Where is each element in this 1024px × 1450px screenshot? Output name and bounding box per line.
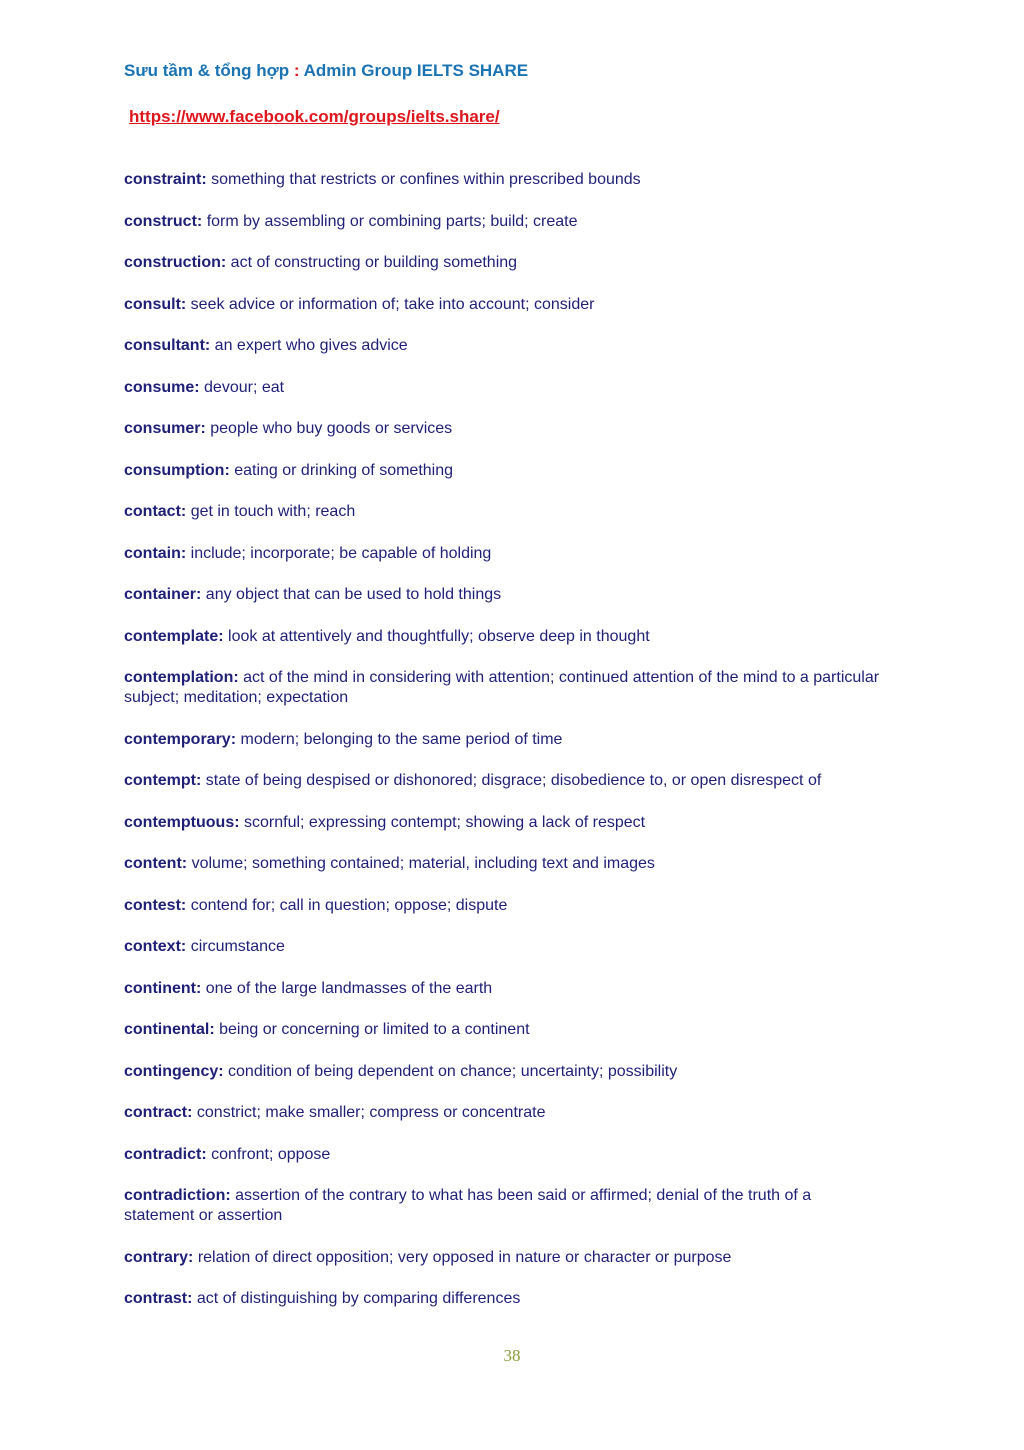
entry-definition: scornful; expressing contempt; showing a lack of respect [244, 813, 646, 831]
vocabulary-entry [124, 854, 884, 874]
vocabulary-entry [124, 461, 884, 481]
entry-term: contest: [124, 896, 187, 914]
entry-definition: seek advice or information of; take into account; consider [190, 295, 595, 313]
entry-definition: an expert who gives advice [214, 337, 408, 354]
entry-definition: get in touch with; reach [190, 503, 356, 520]
entry-definition: assertion of the contrary to what has been said or affirmed; denial of the truth of a statement or assertion [124, 1187, 812, 1224]
entry-term: contradict: [124, 1145, 207, 1163]
vocabulary-entry [124, 813, 884, 833]
entry-term: continent: [124, 979, 202, 997]
entry-term: contemplation: [124, 669, 239, 686]
entry-term: contact: [124, 503, 187, 520]
entry-definition: modern; belonging to the same period of time [240, 730, 563, 748]
group-url-link[interactable]: https://www.facebook.com/groups/ielts.share/ [129, 107, 500, 126]
entry-definition: act of distinguishing by comparing differences [196, 1290, 521, 1307]
entry-definition: confront; oppose [211, 1145, 331, 1163]
entry-definition: one of the large landmasses of the earth [205, 979, 493, 997]
entry-definition: eating or drinking of something [234, 461, 454, 479]
entry-term: consumption: [124, 461, 230, 479]
entry-term: constraint: [124, 171, 207, 188]
entry-definition: contend for; call in question; oppose; dispute [190, 896, 508, 914]
entry-definition: any object that can be used to hold things [205, 586, 502, 603]
vocabulary-entry [124, 212, 884, 232]
header-credit-line [124, 61, 528, 81]
vocabulary-entry [124, 668, 884, 708]
entry-term: contradiction: [124, 1187, 231, 1204]
vocabulary-entry [124, 771, 884, 791]
vocabulary-entry [124, 502, 884, 522]
entry-definition: form by assembling or combining parts; build; create [206, 212, 578, 230]
entry-definition: look at attentively and thoughtfully; observe deep in thought [228, 627, 650, 645]
entry-definition: act of constructing or building something [230, 254, 518, 271]
vocabulary-entry [124, 937, 884, 957]
entry-term: contempt: [124, 772, 202, 789]
entry-term: consult: [124, 295, 187, 313]
entry-definition: state of being despised or dishonored; disgrace; disobedience to, or open disrespect of [205, 772, 822, 789]
entry-term: construct: [124, 212, 203, 230]
vocabulary-entry [124, 544, 884, 564]
vocabulary-entry [124, 170, 884, 190]
entry-definition: being or concerning or limited to a continent [219, 1021, 530, 1038]
entry-term: container: [124, 586, 202, 603]
header-group-name: Admin Group IELTS SHARE [303, 61, 529, 80]
entry-definition: people who buy goods or services [210, 420, 453, 437]
vocabulary-entry [124, 1103, 884, 1123]
entry-term: consumer: [124, 420, 206, 437]
vocabulary-entry [124, 295, 884, 315]
vocabulary-entry [124, 1248, 884, 1268]
entry-term: contrary: [124, 1248, 194, 1266]
entry-definition: something that restricts or confines within prescribed bounds [211, 171, 641, 188]
entry-definition: circumstance [190, 938, 285, 955]
entry-term: contemplate: [124, 627, 224, 645]
entry-definition: constrict; make smaller; compress or concentrate [196, 1104, 546, 1121]
entry-term: context: [124, 938, 187, 955]
entry-term: consultant: [124, 337, 211, 354]
vocabulary-entry [124, 730, 884, 750]
entry-term: contain: [124, 544, 187, 562]
vocabulary-entry [124, 1289, 884, 1309]
vocabulary-entry [124, 1062, 884, 1082]
entry-term: contemptuous: [124, 813, 240, 831]
page-number: 38 [503, 1346, 521, 1365]
entry-definition: devour; eat [204, 378, 285, 396]
header-separator: : [293, 61, 300, 80]
vocabulary-entry [124, 979, 884, 999]
vocabulary-entry [124, 253, 884, 273]
vocabulary-entry [124, 336, 884, 356]
vocabulary-entry [124, 1186, 884, 1226]
entry-term: consume: [124, 378, 200, 396]
vocabulary-entry [124, 1145, 884, 1165]
entry-term: content: [124, 855, 188, 872]
entry-term: continental: [124, 1021, 215, 1038]
vocabulary-entry [124, 585, 884, 605]
entry-definition: condition of being dependent on chance; uncertainty; possibility [228, 1062, 678, 1080]
vocabulary-entry [124, 896, 884, 916]
vocabulary-entry [124, 627, 884, 647]
entry-term: contemporary: [124, 730, 237, 748]
vocabulary-entry [124, 419, 884, 439]
entry-definition: volume; something contained; material, including text and images [191, 855, 655, 872]
entry-definition: include; incorporate; be capable of holding [190, 544, 492, 562]
entry-definition: act of the mind in considering with attention; continued attention of the mind to a particular subject; meditation; expectation [124, 669, 880, 706]
vocabulary-entry [124, 1020, 884, 1040]
header-credit: Sưu tầm & tổng hợp [124, 61, 290, 80]
entry-term: construction: [124, 254, 227, 271]
entry-term: contingency: [124, 1062, 224, 1080]
entry-term: contrast: [124, 1290, 193, 1307]
entry-definition: relation of direct opposition; very opposed in nature or character or purpose [197, 1248, 732, 1266]
vocabulary-list [124, 170, 884, 1331]
vocabulary-entry [124, 378, 884, 398]
entry-term: contract: [124, 1104, 193, 1121]
